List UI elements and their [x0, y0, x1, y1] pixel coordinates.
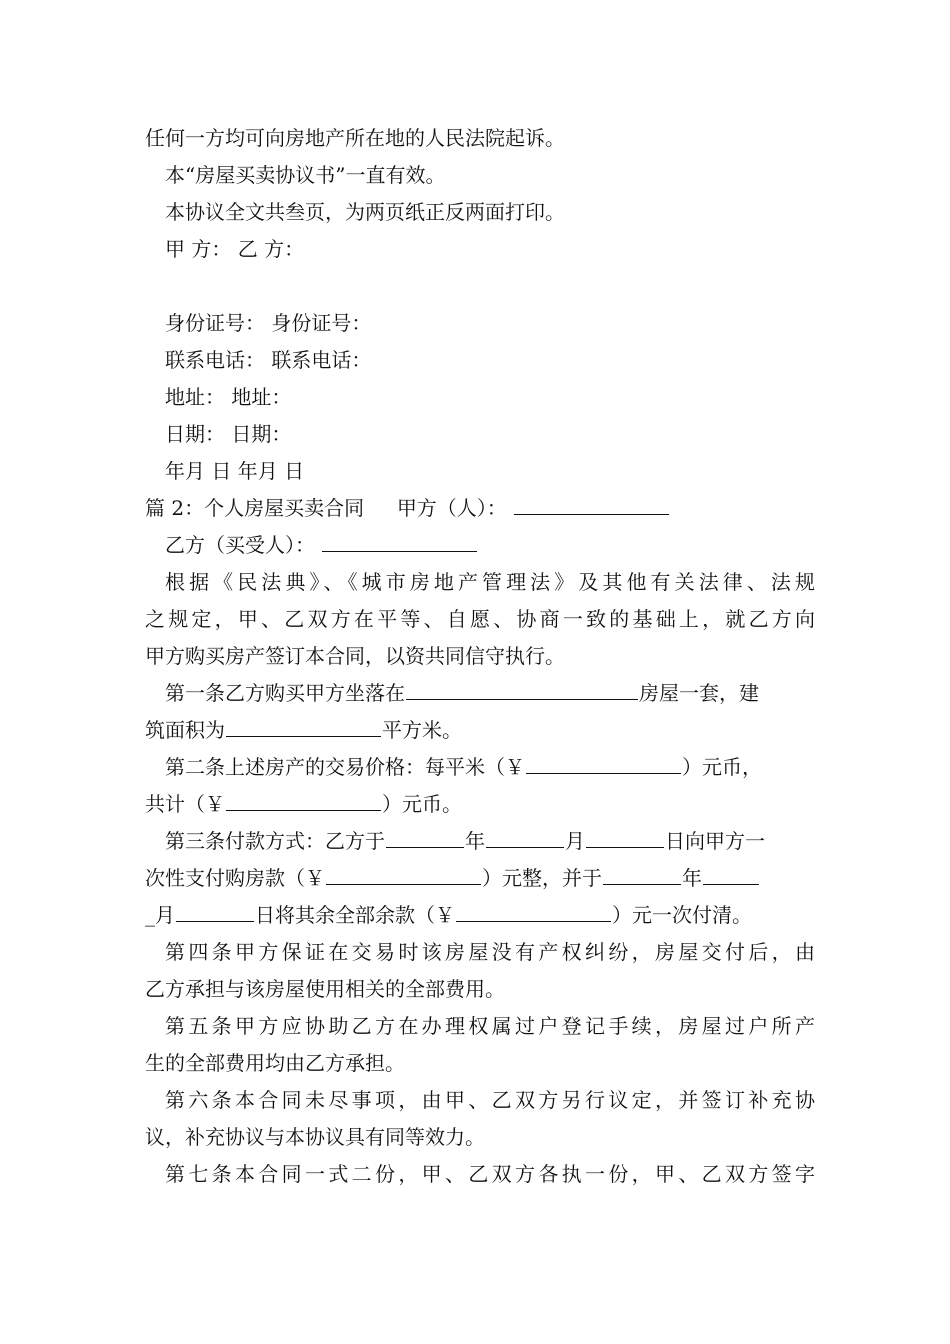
- party-b-line: [145, 527, 815, 564]
- signature-party-labels: 甲 方： 乙 方：: [165, 237, 305, 261]
- year-blank: [603, 862, 681, 885]
- article-1-line: [145, 712, 815, 749]
- article-text: 筑面积为: [145, 718, 225, 742]
- intro-line: 之规定，甲、乙双方在平等、自愿、协商一致的基础上，就乙方向: [145, 607, 815, 631]
- article-6-line: 第六条本合同未尽事项，由甲、乙双方另行议定，并签订补充协: [165, 1088, 815, 1112]
- article-4-line: 乙方承担与该房屋使用相关的全部费用。: [145, 977, 505, 1001]
- article-text: 第三条付款方式：乙方于: [165, 829, 385, 853]
- article-text: 月: [565, 829, 585, 853]
- day-blank: [586, 825, 664, 848]
- balance-blank: [456, 899, 611, 922]
- article-3-line: [145, 823, 815, 860]
- text-line: 本“房屋买卖协议书”一直有效。: [165, 163, 446, 187]
- article-text: ）元币。: [382, 792, 462, 816]
- article-text: ）元一次付清。: [612, 903, 752, 927]
- intro-line: 甲方购买房产签订本合同，以资共同信守执行。: [145, 644, 565, 668]
- article-text: 第一条乙方购买甲方坐落在: [165, 681, 405, 705]
- party-a-label: 甲方（人）：: [396, 496, 507, 520]
- unit-price-blank: [526, 751, 681, 774]
- article-3-line: [145, 897, 815, 934]
- id-number-labels: 身份证号： 身份证号：: [165, 311, 372, 335]
- date-fields: 年月 日 年月 日: [165, 459, 305, 483]
- article-text: 第二条上述房产的交易价格：每平米（￥: [165, 755, 525, 779]
- text-line: 任何一方均可向房地产所在地的人民法院起诉。: [145, 126, 565, 150]
- article-text: 次性支付购房款（￥: [145, 866, 325, 890]
- article-4-line: 第四条甲方保证在交易时该房屋没有产权纠纷，房屋交付后，由: [165, 940, 815, 964]
- address-labels: 地址： 地址：: [165, 385, 292, 409]
- article-2-line: [145, 786, 815, 823]
- phone-labels: 联系电话： 联系电话：: [165, 348, 372, 372]
- document-body: [145, 120, 815, 1193]
- article-text: 年: [682, 866, 702, 890]
- article-1-line: [145, 675, 815, 712]
- article-text: 共计（￥: [145, 792, 225, 816]
- article-text: 平方米。: [382, 718, 462, 742]
- total-price-blank: [226, 788, 381, 811]
- day-blank: [176, 899, 254, 922]
- contract-title: 篇 2：个人房屋买卖合同: [145, 496, 365, 520]
- area-blank: [226, 714, 381, 737]
- intro-line: 根据《民法典》、《城市房地产管理法》及其他有关法律、法规: [165, 570, 815, 594]
- article-7-line: 第七条本合同一式二份，甲、乙双方各执一份，甲、乙双方签字: [165, 1162, 815, 1186]
- text-line: 本协议全文共叁页，为两页纸正反两面打印。: [165, 200, 565, 224]
- article-text: ）元整，并于: [482, 866, 602, 890]
- payment-blank: [326, 862, 481, 885]
- article-5-line: 第五条甲方应协助乙方在办理权属过户登记手续，房屋过户所产: [165, 1014, 815, 1038]
- article-text: 日向甲方一: [665, 829, 765, 853]
- article-2-line: [145, 749, 815, 786]
- article-text: 日将其余全部余款（￥: [255, 903, 455, 927]
- contract-title-line: [145, 490, 815, 527]
- year-blank: [386, 825, 464, 848]
- article-text: _月: [145, 903, 175, 927]
- location-blank: [406, 677, 638, 700]
- date-labels: 日期： 日期：: [165, 422, 292, 446]
- article-3-line: [145, 860, 815, 897]
- article-5-line: 生的全部费用均由乙方承担。: [145, 1051, 405, 1075]
- month-blank: [703, 862, 759, 885]
- month-blank: [486, 825, 564, 848]
- article-text: 年: [465, 829, 485, 853]
- article-6-line: 议，补充协议与本协议具有同等效力。: [145, 1125, 485, 1149]
- article-text: ）元币，: [682, 755, 762, 779]
- article-text: 房屋一套，建: [639, 681, 759, 705]
- party-a-blank: [514, 492, 669, 515]
- party-b-blank: [322, 529, 477, 552]
- party-b-label: 乙方（买受人）：: [165, 533, 315, 557]
- spacer: [145, 268, 815, 305]
